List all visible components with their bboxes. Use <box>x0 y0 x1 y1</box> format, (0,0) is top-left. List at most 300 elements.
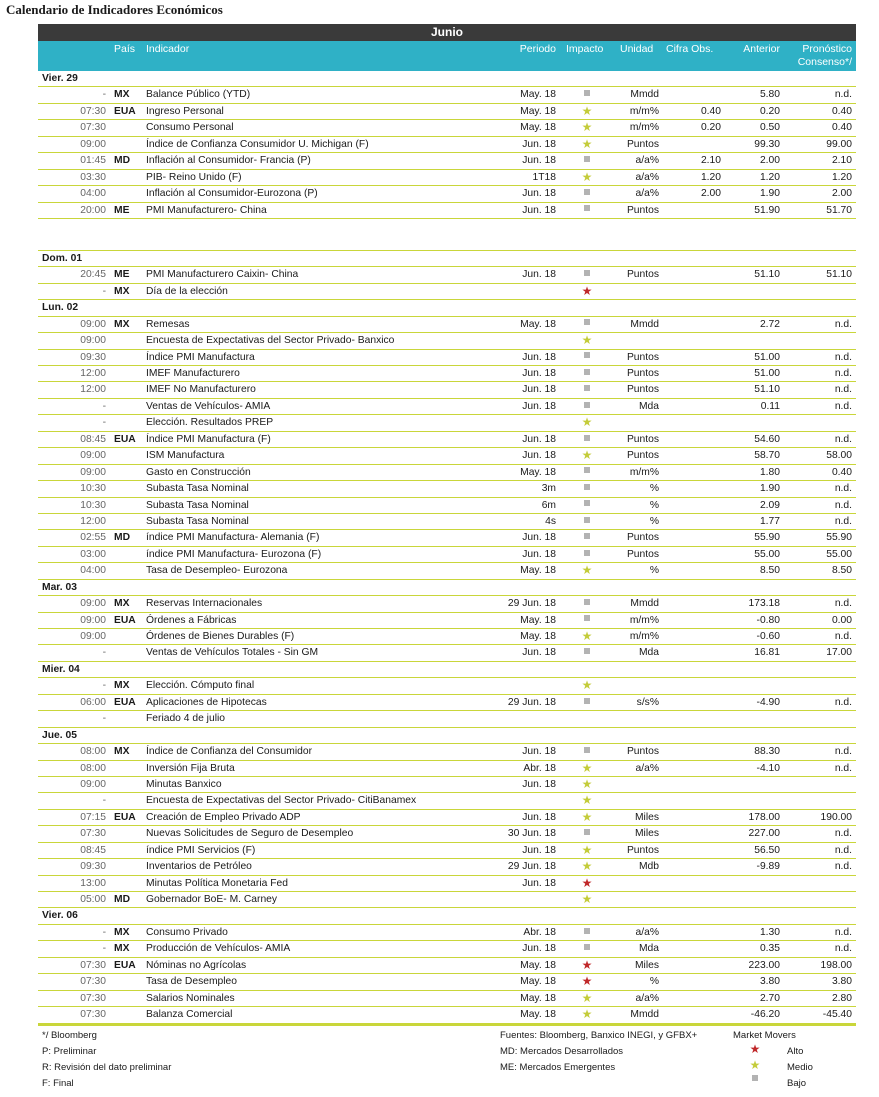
gray-square-icon <box>581 432 593 447</box>
unit-cell: a/a% <box>635 155 659 167</box>
observed-cell: 2.10 <box>700 155 721 167</box>
previous-cell: -4.10 <box>756 762 780 774</box>
indicator-cell: Tasa de Desempleo- Eurozona <box>146 565 288 577</box>
consensus-cell: 55.90 <box>826 532 852 544</box>
observed-cell: 2.00 <box>700 188 721 200</box>
gray-square-icon <box>581 87 593 102</box>
green-star-icon: ★ <box>581 793 593 808</box>
green-star-icon: ★ <box>581 136 593 151</box>
unit-cell: Puntos <box>626 204 659 216</box>
day-label: Vier. 06 <box>42 910 78 922</box>
consensus-cell: n.d. <box>834 400 852 412</box>
table-row <box>38 563 856 579</box>
consensus-cell: 1.20 <box>831 171 852 183</box>
sources-note: Fuentes: Bloomberg, Banxico INEGI, y GFBX+ <box>500 1030 698 1041</box>
previous-cell: 56.50 <box>754 844 780 856</box>
note-bloomberg: */ Bloomberg <box>42 1030 97 1041</box>
indicator-cell: Índice PMI Manufactura <box>146 351 255 363</box>
table-row <box>38 596 856 612</box>
note-preliminar: P: Preliminar <box>42 1046 97 1057</box>
table-header <box>38 41 856 71</box>
day-header-row <box>38 908 856 924</box>
table-row <box>38 137 856 153</box>
unit-cell: Mdb <box>638 861 659 873</box>
gray-square-icon <box>581 481 593 496</box>
green-star-icon: ★ <box>581 169 593 184</box>
previous-cell: 51.10 <box>754 384 780 396</box>
unit-cell: Miles <box>634 828 659 840</box>
time-cell: 09:00 <box>80 318 106 330</box>
time-cell: 04:00 <box>80 565 106 577</box>
time-cell: 09:00 <box>80 614 106 626</box>
consensus-cell: 99.00 <box>826 138 852 150</box>
previous-cell: 55.00 <box>754 548 780 560</box>
unit-cell: m/m% <box>629 631 659 642</box>
time-cell: 07:30 <box>80 1009 106 1021</box>
table-row <box>38 793 856 809</box>
period-cell: Jun. 18 <box>522 138 556 150</box>
consensus-cell: -45.40 <box>822 1009 852 1021</box>
time-cell: 09:00 <box>80 335 106 347</box>
green-star-icon: ★ <box>581 563 593 578</box>
gray-square-icon <box>581 925 593 940</box>
col-header-anterior: Anterior <box>743 43 780 55</box>
consensus-cell: 0.40 <box>831 466 852 478</box>
period-cell: 1T18 <box>532 171 556 183</box>
red-star-icon: ★ <box>581 875 593 890</box>
indicator-cell: Balance Público (YTD) <box>146 89 251 101</box>
country-cell: MX <box>114 680 130 692</box>
time-cell: 09:00 <box>80 778 106 790</box>
indicator-cell: Inflación al Consumidor-Eurozona (P) <box>146 188 318 200</box>
unit-cell: Puntos <box>626 351 659 363</box>
indicator-cell: Encuesta de Expectativas del Sector Privado- CitiBanamex <box>146 795 417 807</box>
consensus-cell: 2.80 <box>831 992 852 1004</box>
table-row <box>38 448 856 464</box>
unit-cell: a/a% <box>635 992 659 1004</box>
consensus-cell: n.d. <box>834 384 852 396</box>
time-cell: 07:30 <box>80 828 106 840</box>
observed-cell: 1.20 <box>700 171 721 183</box>
indicator-cell: Nuevas Solicitudes de Seguro de Desempleo <box>146 828 354 840</box>
previous-cell: -4.90 <box>756 696 780 708</box>
gray-square-icon <box>581 366 593 381</box>
table-row <box>38 415 856 431</box>
unit-cell: s/s% <box>636 696 659 708</box>
note-revision: R: Revisión del dato preliminar <box>42 1062 172 1073</box>
indicator-cell: Minutas Banxico <box>146 778 222 790</box>
period-cell: 30 Jun. 18 <box>507 828 556 840</box>
table-row <box>38 777 856 793</box>
period-cell: 29 Jun. 18 <box>507 696 556 708</box>
country-cell: MX <box>114 746 130 758</box>
green-star-icon: ★ <box>581 776 593 791</box>
unit-cell: % <box>649 483 659 495</box>
indicator-cell: Consumo Privado <box>146 926 228 938</box>
period-cell: May. 18 <box>520 105 556 117</box>
previous-cell: 55.90 <box>754 532 780 544</box>
unit-cell: Puntos <box>626 746 659 758</box>
country-cell: MX <box>114 285 130 297</box>
indicator-cell: Índice de Confianza Consumidor U. Michigan (F) <box>146 138 369 150</box>
consensus-cell: 8.50 <box>831 565 852 577</box>
indicator-cell: índice PMI Manufactura- Alemania (F) <box>146 532 320 544</box>
indicator-cell: Inflación al Consumidor- Francia (P) <box>146 155 311 167</box>
indicator-cell: Elección. Resultados PREP <box>146 417 274 429</box>
day-header-row <box>38 580 856 596</box>
col-header-pronostico: Pronóstico <box>802 43 852 55</box>
unit-cell: Mda <box>638 400 659 412</box>
unit-cell: % <box>649 515 659 527</box>
observed-cell: 0.40 <box>700 105 721 117</box>
table-row <box>38 284 856 300</box>
gray-square-icon <box>581 399 593 414</box>
indicator-cell: Tasa de Desempleo <box>146 976 238 988</box>
country-cell: EUA <box>114 433 136 445</box>
legend-low-label: Bajo <box>787 1078 807 1089</box>
period-cell: Jun. 18 <box>522 811 556 823</box>
table-row <box>38 711 856 727</box>
time-cell: 20:00 <box>80 204 106 216</box>
consensus-cell: 2.00 <box>831 188 852 200</box>
time-cell: 09:00 <box>80 138 106 150</box>
green-star-icon: ★ <box>581 448 593 463</box>
page-title: Calendario de Indicadores Económicos <box>6 2 223 17</box>
unit-cell: Puntos <box>626 368 659 379</box>
consensus-cell: 58.00 <box>826 450 852 462</box>
time-cell: 12:00 <box>80 384 106 396</box>
country-cell: MX <box>114 89 130 101</box>
previous-cell: 2.09 <box>759 499 780 511</box>
previous-cell: 58.70 <box>754 450 780 462</box>
previous-cell: 5.80 <box>759 89 780 101</box>
unit-cell: Puntos <box>626 844 659 856</box>
time-cell: 08:00 <box>80 746 106 758</box>
time-cell: 12:00 <box>80 368 106 379</box>
green-star-icon: ★ <box>581 1007 593 1022</box>
time-cell: - <box>102 943 106 955</box>
day-header-row <box>38 662 856 678</box>
previous-cell: 1.80 <box>759 466 780 478</box>
period-cell: Jun. 18 <box>522 204 556 216</box>
previous-cell: 3.80 <box>759 976 780 988</box>
previous-cell: 173.18 <box>748 598 780 610</box>
table-row <box>38 547 856 563</box>
period-cell: May. 18 <box>520 992 556 1004</box>
consensus-cell: n.d. <box>834 943 852 955</box>
time-cell: 13:00 <box>80 877 106 889</box>
previous-cell: 1.20 <box>759 171 780 183</box>
previous-cell: -9.89 <box>756 861 780 873</box>
col-header-consenso: Consenso*/ <box>797 56 852 68</box>
gray-square-icon <box>581 203 593 218</box>
indicator-cell: IMEF Manufacturero <box>146 368 240 379</box>
legend-gray-square-icon <box>749 1074 761 1085</box>
spacer-row <box>38 219 856 251</box>
green-star-icon: ★ <box>581 415 593 430</box>
green-star-icon: ★ <box>581 842 593 857</box>
indicator-cell: Día de la elección <box>146 285 228 297</box>
indicator-cell: Elección. Cómputo final <box>146 680 255 692</box>
time-cell: 09:00 <box>80 631 106 642</box>
gray-square-icon <box>581 645 593 660</box>
time-cell: - <box>102 417 106 429</box>
time-cell: 07:30 <box>80 992 106 1004</box>
consensus-cell: 198.00 <box>820 959 852 971</box>
green-star-icon: ★ <box>581 103 593 118</box>
consensus-cell: 55.00 <box>826 548 852 560</box>
indicator-cell: Subasta Tasa Nominal <box>146 515 249 527</box>
legend-green-star-icon: ★ <box>749 1058 761 1072</box>
time-cell: 08:45 <box>80 433 106 445</box>
table-row <box>38 859 856 875</box>
country-cell: MD <box>114 155 131 167</box>
table-row <box>38 350 856 366</box>
unit-cell: a/a% <box>635 762 659 774</box>
time-cell: 07:30 <box>80 959 106 971</box>
unit-cell: Puntos <box>626 450 659 462</box>
period-cell: May. 18 <box>520 89 556 101</box>
period-cell: Jun. 18 <box>522 351 556 363</box>
table-row <box>38 629 856 645</box>
table-row <box>38 876 856 892</box>
country-cell: EUA <box>114 959 136 971</box>
period-cell: Jun. 18 <box>522 433 556 445</box>
gray-square-icon <box>581 350 593 365</box>
country-cell: MD <box>114 894 131 905</box>
table-row <box>38 695 856 711</box>
gray-square-icon <box>581 695 593 710</box>
period-cell: May. 18 <box>520 959 556 971</box>
unit-cell: m/m% <box>629 105 659 117</box>
indicator-cell: Órdenes a Fábricas <box>146 614 237 626</box>
indicator-cell: Órdenes de Bienes Durables (F) <box>146 631 295 642</box>
green-star-icon: ★ <box>581 809 593 824</box>
table-row <box>38 678 856 694</box>
indicator-cell: PIB- Reino Unido (F) <box>146 171 242 183</box>
consensus-cell: n.d. <box>834 762 852 774</box>
green-star-icon: ★ <box>581 120 593 135</box>
table-row <box>38 892 856 908</box>
consensus-cell: 51.10 <box>826 269 852 281</box>
indicator-cell: índice PMI Servicios (F) <box>146 844 256 856</box>
table-row <box>38 826 856 842</box>
gray-square-icon <box>581 267 593 282</box>
green-star-icon: ★ <box>581 629 593 643</box>
md-note: MD: Mercados Desarrollados <box>500 1046 624 1057</box>
indicator-cell: Inversión Fija Bruta <box>146 762 235 774</box>
day-label: Mier. 04 <box>42 663 80 675</box>
table-row <box>38 514 856 530</box>
consensus-cell: 0.40 <box>831 122 852 134</box>
previous-cell: 54.60 <box>754 433 780 445</box>
table-row <box>38 645 856 661</box>
time-cell: 09:00 <box>80 466 106 478</box>
table-row <box>38 991 856 1007</box>
period-cell: May. 18 <box>520 466 556 478</box>
unit-cell: Miles <box>634 959 659 971</box>
period-cell: Jun. 18 <box>522 746 556 758</box>
legend-title: Market Movers <box>733 1030 796 1041</box>
consensus-cell: n.d. <box>834 515 852 527</box>
col-header-pais: País <box>114 43 136 55</box>
time-cell: 20:45 <box>80 269 106 281</box>
period-cell: 29 Jun. 18 <box>507 861 556 873</box>
legend-high-label: Alto <box>787 1046 804 1057</box>
gray-square-icon <box>581 826 593 841</box>
legend-medium-label: Medio <box>787 1062 813 1073</box>
consensus-cell: n.d. <box>834 926 852 938</box>
unit-cell: m/m% <box>629 122 659 134</box>
previous-cell: -0.80 <box>756 614 780 626</box>
unit-cell: Mmdd <box>630 89 659 101</box>
consensus-cell: n.d. <box>834 499 852 511</box>
table-row <box>38 941 856 957</box>
previous-cell: 88.30 <box>754 746 780 758</box>
indicator-cell: Consumo Personal <box>146 122 234 134</box>
consensus-cell: 17.00 <box>826 647 852 659</box>
previous-cell: 51.00 <box>754 368 780 379</box>
col-header-unidad: Unidad <box>620 43 654 55</box>
unit-cell: Puntos <box>626 384 659 396</box>
period-cell: 6m <box>541 499 556 511</box>
consensus-cell: n.d. <box>834 861 852 873</box>
indicator-cell: Índice PMI Manufactura (F) <box>146 433 271 445</box>
previous-cell: 51.90 <box>754 204 780 216</box>
gray-square-icon <box>581 596 593 611</box>
consensus-cell: n.d. <box>834 351 852 363</box>
unit-cell: Mda <box>638 647 659 659</box>
gray-square-icon <box>581 941 593 956</box>
unit-cell: Puntos <box>626 532 659 544</box>
previous-cell: 0.11 <box>760 400 780 412</box>
consensus-cell: n.d. <box>834 746 852 758</box>
period-cell: Jun. 18 <box>522 647 556 659</box>
table-row <box>38 744 856 760</box>
time-cell: 07:30 <box>80 105 106 117</box>
previous-cell: 51.00 <box>754 351 780 363</box>
table-row <box>38 613 856 629</box>
previous-cell: 178.00 <box>748 811 780 823</box>
period-cell: Jun. 18 <box>522 188 556 200</box>
green-star-icon: ★ <box>581 859 593 874</box>
unit-cell: % <box>649 499 659 511</box>
table-row <box>38 267 856 283</box>
previous-cell: 2.72 <box>759 318 780 330</box>
period-cell: 3m <box>541 483 556 495</box>
time-cell: - <box>102 713 106 725</box>
previous-cell: 51.10 <box>754 269 780 281</box>
previous-cell: 0.35 <box>759 943 780 955</box>
period-cell: Abr. 18 <box>523 926 556 938</box>
footer <box>0 1024 879 1097</box>
indicator-cell: Gobernador BoE- M. Carney <box>146 894 278 905</box>
red-star-icon: ★ <box>581 957 593 972</box>
country-cell: EUA <box>114 696 136 708</box>
time-cell: 05:00 <box>80 894 106 905</box>
consensus-cell: 0.40 <box>831 105 852 117</box>
gray-square-icon <box>581 744 593 759</box>
table-row <box>38 186 856 202</box>
day-label: Jue. 05 <box>42 729 77 741</box>
unit-cell: a/a% <box>635 188 659 200</box>
day-header-row <box>38 71 856 87</box>
unit-cell: Puntos <box>626 433 659 445</box>
period-cell: Jun. 18 <box>522 778 556 790</box>
unit-cell: % <box>649 976 659 988</box>
day-label: Vier. 29 <box>42 73 78 84</box>
table-row <box>38 366 856 382</box>
time-cell: - <box>102 285 106 297</box>
time-cell: - <box>102 926 106 938</box>
table-row <box>38 153 856 169</box>
time-cell: 09:30 <box>80 351 106 363</box>
previous-cell: 227.00 <box>748 828 780 840</box>
period-cell: Jun. 18 <box>522 450 556 462</box>
unit-cell: a/a% <box>635 171 659 183</box>
table-row <box>38 1007 856 1023</box>
observed-cell: 0.20 <box>700 122 721 134</box>
indicator-cell: Creación de Empleo Privado ADP <box>146 811 301 823</box>
legend-red-star-icon: ★ <box>749 1042 761 1056</box>
table-row <box>38 810 856 826</box>
red-star-icon: ★ <box>581 283 593 298</box>
time-cell: - <box>102 680 106 692</box>
col-header-indicador: Indicador <box>146 43 190 55</box>
indicator-cell: Subasta Tasa Nominal <box>146 483 249 495</box>
time-cell: 09:00 <box>80 450 106 462</box>
consensus-cell: n.d. <box>834 368 852 379</box>
consensus-cell: n.d. <box>834 433 852 445</box>
previous-cell: 0.20 <box>759 105 780 117</box>
previous-cell: 1.90 <box>759 483 780 495</box>
indicator-cell: Aplicaciones de Hipotecas <box>146 696 267 708</box>
previous-cell: 99.30 <box>754 138 780 150</box>
gray-square-icon <box>581 547 593 562</box>
day-header-row <box>38 300 856 316</box>
consensus-cell: n.d. <box>834 828 852 840</box>
unit-cell: m/m% <box>629 614 659 626</box>
day-label: Dom. 01 <box>42 252 83 264</box>
consensus-cell: 2.10 <box>831 155 852 167</box>
table-row <box>38 843 856 859</box>
country-cell: MX <box>114 598 130 610</box>
indicator-cell: Ingreso Personal <box>146 105 224 117</box>
previous-cell: 1.30 <box>759 926 780 938</box>
table-row <box>38 974 856 990</box>
period-cell: May. 18 <box>520 565 556 577</box>
table-row <box>38 465 856 481</box>
previous-cell: 0.50 <box>759 122 780 134</box>
gray-square-icon <box>581 498 593 513</box>
period-cell: 4s <box>545 515 556 527</box>
country-cell: EUA <box>114 614 136 626</box>
period-cell: 29 Jun. 18 <box>507 598 556 610</box>
time-cell: 03:00 <box>80 548 106 560</box>
col-header-impacto: Impacto <box>566 43 604 55</box>
previous-cell: 2.70 <box>759 992 780 1004</box>
time-cell: 02:55 <box>80 532 106 544</box>
time-cell: - <box>102 647 106 659</box>
day-label: Lun. 02 <box>42 302 79 314</box>
consensus-cell: 190.00 <box>820 811 852 823</box>
period-cell: Jun. 18 <box>522 368 556 379</box>
time-cell: 03:30 <box>80 171 106 183</box>
table-row <box>38 432 856 448</box>
indicator-cell: índice PMI Manufactura- Eurozona (F) <box>146 548 322 560</box>
note-final: F: Final <box>42 1078 74 1089</box>
period-cell: Jun. 18 <box>522 877 556 889</box>
